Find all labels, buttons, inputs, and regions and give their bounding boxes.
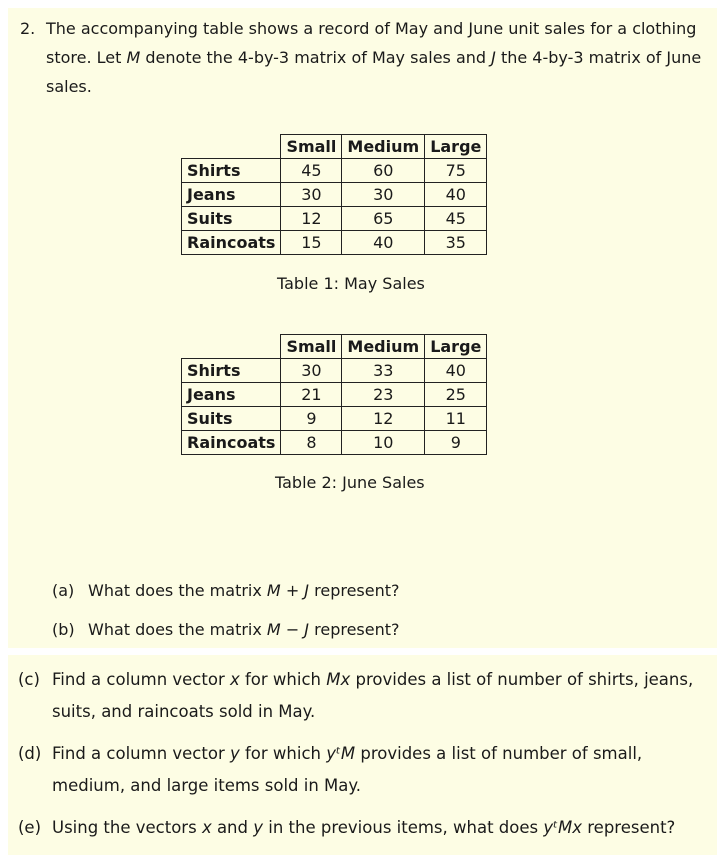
table-cell: 60 [342,159,425,183]
table-cell: 40 [425,359,487,383]
question-e: (e) Using the vectors x and y in the previous items, what does yᵗMx represent? [18,812,708,844]
question-a: (a) What does the matrix M + J represent? [52,576,400,606]
column-header: Medium [342,335,425,359]
table-cell: 45 [425,207,487,231]
table-header-row [182,135,487,159]
column-header: Large [425,335,487,359]
table-row [182,207,487,231]
table-cell: 40 [425,183,487,207]
table-cell: 25 [425,383,487,407]
row-header: Jeans [182,383,281,407]
question-label: (d) [18,744,42,763]
problem-panel [8,8,717,648]
table-cell: 11 [425,407,487,431]
row-header: Suits [182,407,281,431]
table-cell: 33 [342,359,425,383]
table-row [182,231,487,255]
row-header: Jeans [182,183,281,207]
question-b: (b) What does the matrix M − J represent? [52,615,400,645]
question-label: (a) [52,581,75,600]
table-cell: 75 [425,159,487,183]
row-header: Shirts [182,159,281,183]
table-cell: 65 [342,207,425,231]
table-cell: 9 [425,431,487,455]
table-cell: 10 [342,431,425,455]
june-sales-table [181,334,487,455]
table-cell: 15 [281,231,342,255]
table-cell: 23 [342,383,425,407]
row-header: Raincoats [182,431,281,455]
question-label: (c) [18,670,40,689]
table-row [182,383,487,407]
table-cell: 9 [281,407,342,431]
table-cell: 30 [342,183,425,207]
table-cell: 12 [342,407,425,431]
table-header-row [182,335,487,359]
table-row [182,183,487,207]
question-d: (d) Find a column vector y for which yᵗM provides a list of number of small, medium, and large items sold in May. [18,738,708,802]
table-cell: 35 [425,231,487,255]
table-1-caption: Table 1: May Sales [277,274,425,293]
table-row [182,359,487,383]
may-sales-table [181,134,487,255]
row-header: Shirts [182,359,281,383]
column-header: Small [281,335,342,359]
table-cell: 30 [281,183,342,207]
column-header: Small [281,135,342,159]
problem-number: 2. [20,19,36,38]
question-label: (b) [52,620,75,639]
table-cell: 40 [342,231,425,255]
table-cell: 21 [281,383,342,407]
row-header: Raincoats [182,231,281,255]
table-2-caption: Table 2: June Sales [275,473,425,492]
table-cell: 30 [281,359,342,383]
table-row [182,431,487,455]
column-header: Medium [342,135,425,159]
problem-statement [20,14,705,101]
problem-text: The accompanying table shows a record of May and June unit sales for a clothing store. Let M denote the 4-by-3 matrix of May sales and J the 4-by-3 matrix of June sales. [46,19,702,96]
row-header: Suits [182,207,281,231]
table-cell: 12 [281,207,342,231]
table-cell: 45 [281,159,342,183]
column-header: Large [425,135,487,159]
table-row [182,407,487,431]
table-row [182,159,487,183]
question-label: (e) [18,818,42,837]
question-c: (c) Find a column vector x for which Mx provides a list of number of shirts, jeans, suits, and raincoats sold in May. [18,664,708,728]
table-cell: 8 [281,431,342,455]
